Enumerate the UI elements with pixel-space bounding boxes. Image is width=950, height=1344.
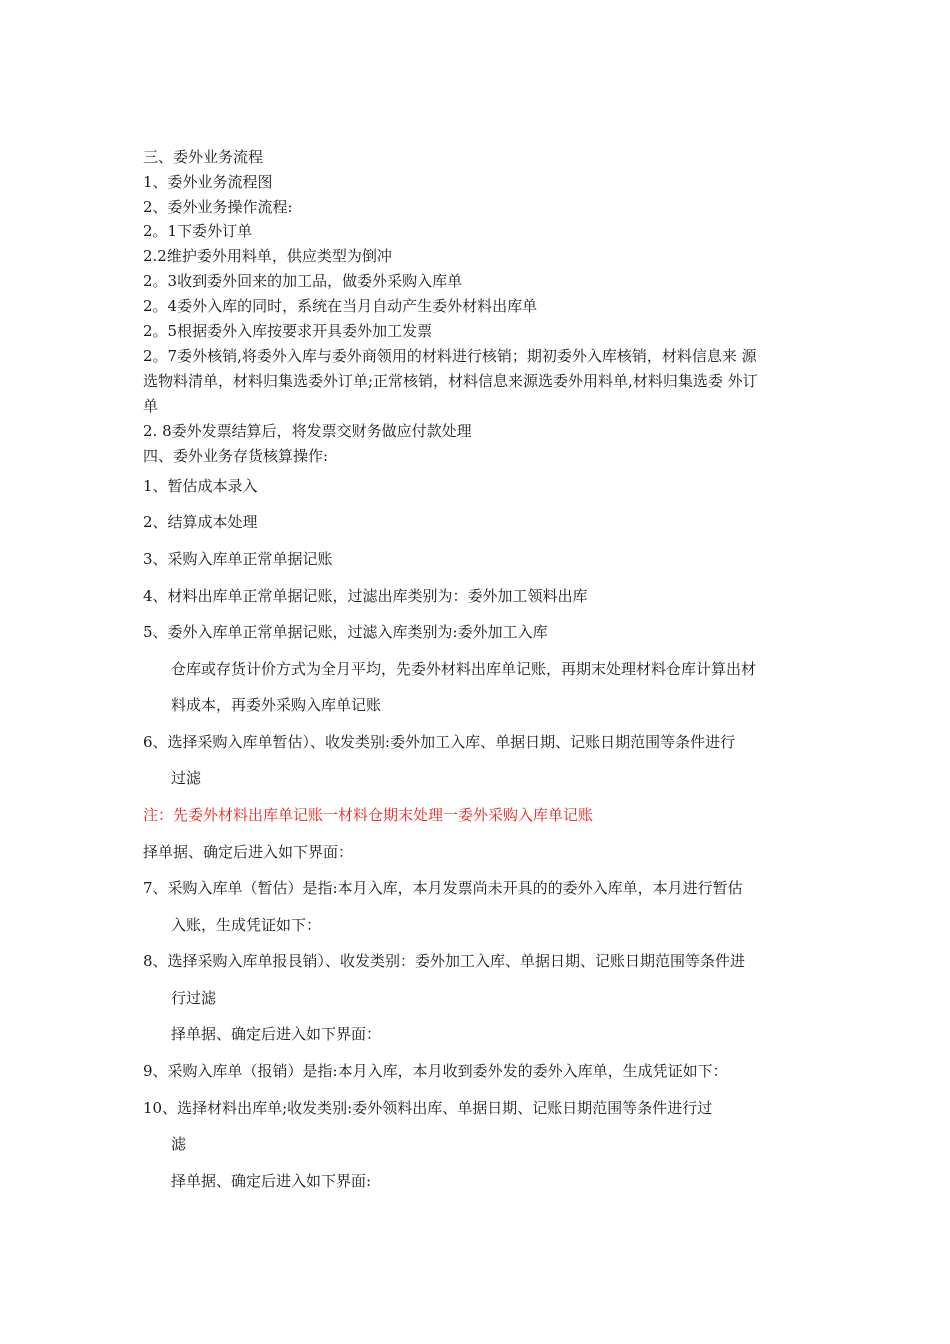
text-line: 择单据、确定后进入如下界面： <box>143 843 354 861</box>
text-line: 10、选择材料出库单;收发类别:委外领料出库、单据日期、记账日期范围等条件进行过 <box>143 1099 713 1117</box>
section-heading: 三、委外业务流程 <box>143 148 264 166</box>
text-line: 2。3收到委外回来的加工品，做委外采购入库单 <box>143 272 463 290</box>
note-line: 注：先委外材料出库单记账一材料仓期末处理一委外采购入库单记账 <box>143 806 594 824</box>
text-line: 2。1下委外订单 <box>143 222 253 240</box>
text-line: 择单据、确定后进入如下界面: <box>171 1172 372 1190</box>
text-line: 2。5根据委外入库按要求开具委外加工发票 <box>143 322 433 340</box>
text-line: 9、采购入库单（报销）是指:本月入库，本月收到委外发的委外入库单，生成凭证如下： <box>143 1062 728 1080</box>
text-line: 滤 <box>171 1135 187 1153</box>
text-line: 2.2维护委外用料单，供应类型为倒冲 <box>143 247 392 265</box>
text-line: 2. 8委外发票结算后，将发票交财务做应付款处理 <box>143 422 472 440</box>
text-line: 仓库或存货计价方式为全月平均，先委外材料出库单记账，再期末处理材料仓库计算出材 <box>171 660 757 678</box>
text-line: 5、委外入库单正常单据记账，过滤入库类别为:委外加工入库 <box>143 623 548 641</box>
text-line: 7、采购入库单（暂估）是指:本月入库，本月发票尚未开具的的委外入库单，本月进行暂估 <box>143 879 743 897</box>
text-line: 入账，生成凭证如下： <box>171 916 322 934</box>
text-line: 料成本，再委外采购入库单记账 <box>171 696 382 714</box>
text-line: 2、委外业务操作流程: <box>143 198 293 216</box>
text-line: 选物料清单，材料归集选委外订单;正常核销，材料信息来源选委外用料单,材料归集选委 外订 <box>143 372 758 390</box>
text-line: 2。4委外入库的同时，系统在当月自动产生委外材料出库单 <box>143 297 538 315</box>
text-line: 择单据、确定后进入如下界面： <box>171 1025 382 1043</box>
text-line: 2、结算成本处理 <box>143 513 258 531</box>
text-line: 单 <box>143 397 159 415</box>
text-line: 8、选择采购入库单报艮销）、收发类别：委外加工入库、单据日期、记账日期范围等条件进 <box>143 952 746 970</box>
section-heading: 四、委外业务存货核算操作: <box>143 447 329 465</box>
text-line: 行过滤 <box>171 989 217 1007</box>
text-line: 过滤 <box>171 769 202 787</box>
text-line: 4、材料出库单正常单据记账，过滤出库类别为：委外加工领料出库 <box>143 587 588 605</box>
text-line: 6、选择采购入库单暂估）、收发类别:委外加工入库、单据日期、记账日期范围等条件进行 <box>143 733 736 751</box>
text-line: 3、采购入库单正常单据记账 <box>143 550 333 568</box>
text-line: 2。7委外核销,将委外入库与委外商领用的材料进行核销；期初委外入库核销，材料信息来 源 <box>143 347 757 365</box>
text-line: 1、委外业务流程图 <box>143 173 273 191</box>
text-line: 1、暂估成本录入 <box>143 477 258 495</box>
